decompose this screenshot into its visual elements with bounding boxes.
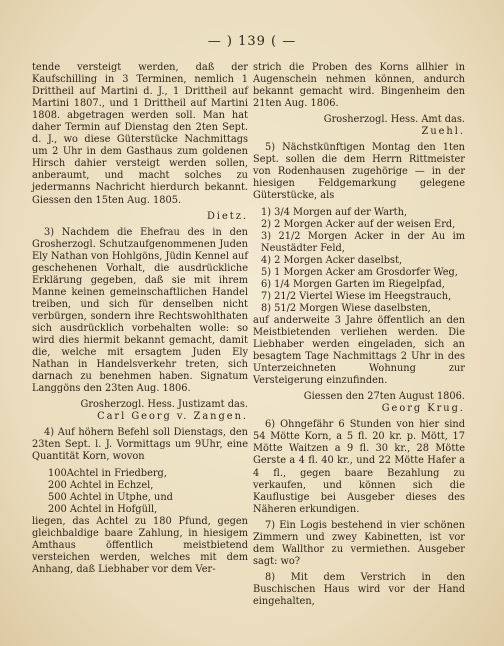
signature: [32, 399, 248, 423]
notice-paragraph: 5) Nächstkünftigen Montag den 1ten Sept. sollen die dem Herrn Rittmeister von Rodenhausen zugehörige — in der hiesigen Feldgemarkung gelegene Güterstücke, als: [253, 142, 465, 202]
list-item: 200 Achtel in Echzel,: [48, 479, 154, 491]
page-header: — ) 139 ( —: [207, 34, 297, 49]
signature: [253, 114, 465, 138]
signature: [253, 391, 465, 415]
signature-name: Dietz.: [207, 210, 248, 222]
list-item: 7) 21/2 Viertel Wiese im Heegstrauch,: [261, 290, 452, 302]
notice-paragraph: 3) Nachdem die Ehefrau des in den Grosherzogl. Schutzaufgenommenen Juden Ely Nathan von Hohlgöns, Jüdin Kennel auf geschehenen Vorhalt, die ausdrückliche Erklärung gegeben, daß sie mit ihrem Manne keinen gemeinschaftlichen Handel treiben, und sich für denselben nicht verbürgen, sondern ihre Rechtswohlthaten sich ausdrücklich vorbehalten wolle: so wird dies hiermit bekannt gemacht, damit die, welche mit ersagtem Juden Ely Nathan in Handelsverkehr treten, sich darnach zu benehmen haben. Signatum Langgöns den 23ten Aug. 1806.: [32, 226, 248, 395]
signature-office: Grosherzogl. Hess. Amt das.: [323, 114, 465, 126]
list-item: 1) 3/4 Morgen auf der Warth,: [261, 206, 408, 218]
list-item: 500 Achtel in Utphe, und: [48, 491, 173, 503]
signature-name: Zuehl.: [421, 126, 465, 138]
signature-date: Giessen den 27ten August 1806.: [303, 391, 465, 403]
quantity-list: [48, 468, 248, 516]
notice-paragraph: 8) Mit dem Verstrich in den Buschischen Haus wird vor der Hand eingehalten,: [253, 571, 465, 607]
list-item: 2) 2 Morgen Acker auf der weisen Erd,: [261, 218, 456, 230]
notice-paragraph: 4) Auf höhern Befehl soll Dienstags, den 23ten Sept. l. J. Vormittags um 9Uhr, eine Quantität Korn, wovon: [32, 427, 248, 463]
property-list: [253, 207, 465, 315]
notice-paragraph: tende versteigt werden, daß der Kaufschilling in 3 Terminen, nemlich 1 Drittheil auf Martini d. J., 1 Drittheil auf Martini 1807., und 1 Drittheil auf Martini 1808. abgetragen werden soll. Man hat daher Termin auf Dienstag den 2ten Sept. d. J., wo diese Güterstücke Nachmittags um 2 Uhr in dem Gasthaus zum goldenen Hirsch dahier versteigt werden sollen, anberaumt, und macht solches zu jedermanns Nachricht hierdurch bekannt. Giessen den 15ten Aug. 1805.: [32, 62, 248, 206]
notice-paragraph: 6) Ohngefähr 6 Stunden von hier sind 54 Mötte Korn, a 5 fl. 20 kr. p. Mött, 17 Mötte Waitzen a 9 fl. 30 kr., 28 Mötte Gerste a 4 fl. 40 kr., und 22 Mötte Hafer a 4 fl., gegen baare Bezahlung zu verkaufen, und können sich die Kauflustige bei Ausgeber dieses des Näheren erkundigen.: [253, 419, 465, 515]
signature-name: Georg Krug.: [381, 403, 465, 415]
list-item: 100Achtel in Friedberg,: [48, 467, 167, 479]
list-item: 3) 21/2 Morgen Acker in der Au im Neustädter Feld,: [261, 230, 465, 254]
list-item: 4) 2 Morgen Acker daselbst,: [261, 254, 403, 266]
notice-paragraph: auf anderweite 3 Jahre öffentlich an den Meistbietenden verliehen werden. Die Liebhaber werden eingeladen, sich an besagtem Tage Nachmittags 2 Uhr in des Unterzeichneten Wohnung zur Versteigerung einzufinden.: [253, 314, 465, 387]
list-item: 8) 51/2 Morgen Wiese daselbsten,: [261, 302, 431, 314]
list-item: 200 Achtel in Hofgüll,: [48, 503, 158, 515]
list-item: 6) 1/4 Morgen Garten im Riegelpfad,: [261, 278, 445, 290]
signature: [32, 211, 248, 223]
right-column: [253, 62, 465, 612]
notice-paragraph: liegen, das Achtel zu 180 Pfund, gegen gleichbaldige baare Zahlung, in hiesigem Amthaus öffentlich meistbietend versteichen werden, welches mit dem Anhang, daß Liebhaber vor dem Ver-: [32, 515, 248, 575]
notice-paragraph: 7) Ein Logis bestehend in vier schönen Zimmern und zwey Kabinetten, ist vor dem Wallthor zu vermiethen. Ausgeber sagt: wo?: [253, 519, 465, 567]
left-column: [32, 62, 248, 580]
signature-office: Grosherzogl. Hess. Justizamt das.: [80, 399, 248, 411]
list-item: 5) 1 Morgen Acker am Grosdorfer Weg,: [261, 266, 458, 278]
signature-name: Carl Georg v. Zangen.: [97, 411, 248, 423]
notice-paragraph: strich die Proben des Korns allhier in Augenschein nehmen können, andurch bekannt gemacht wird. Bingenheim den 21ten Aug. 1806.: [253, 62, 465, 110]
